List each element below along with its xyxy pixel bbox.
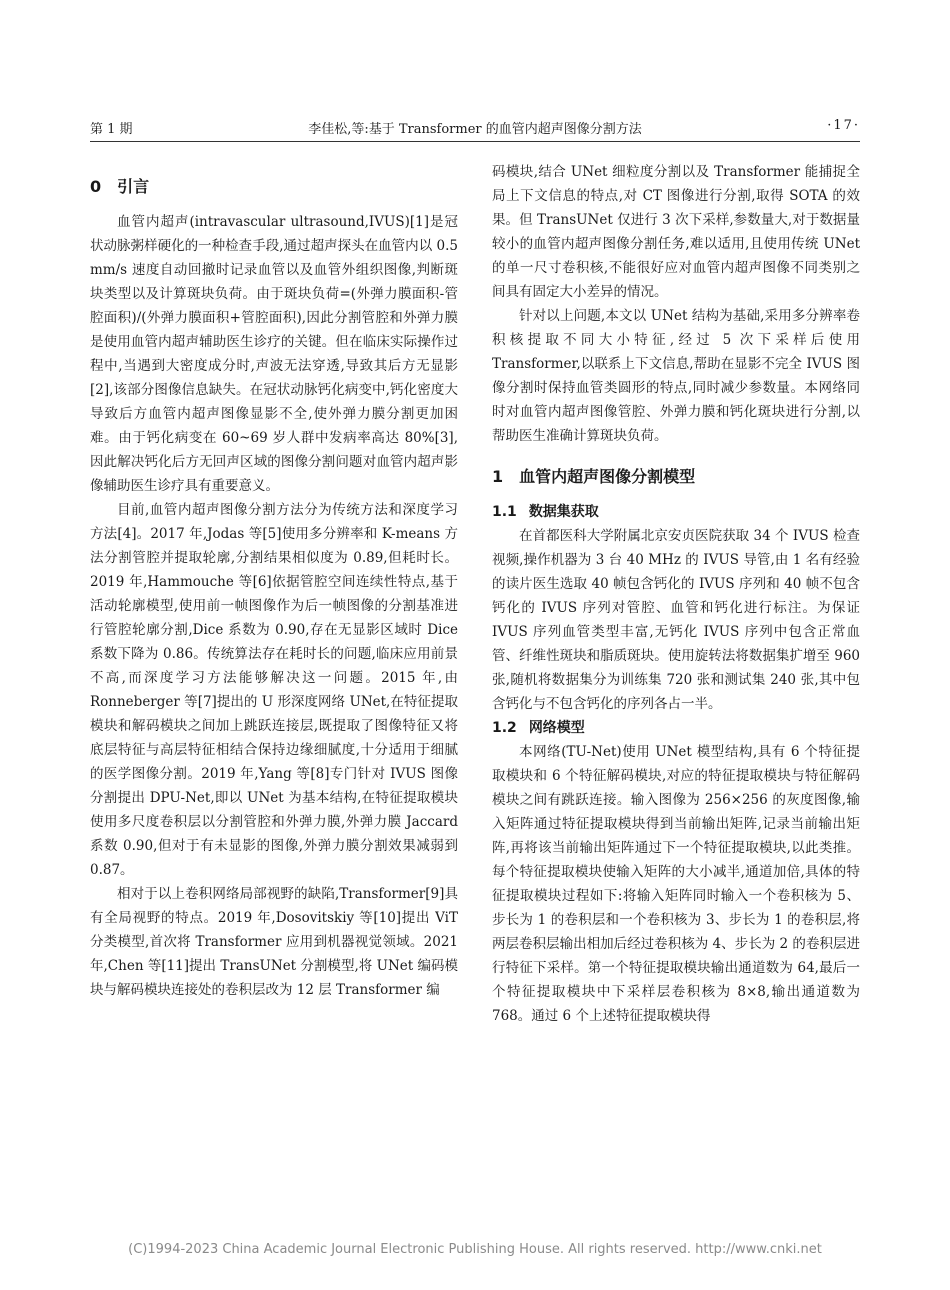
right-column [492, 160, 860, 1028]
section-number: 1 [492, 467, 504, 486]
paragraph: 码模块,结合 UNet 细粒度分割以及 Transformer 能捕捉全局上下文信息的特点,对 CT 图像进行分割,取得 SOTA 的效果。但 TransUNet 仅进行 3 次下采样,参数量大,对于数据量较小的血管内超声图像分割任务,难以适用,且使用传统 UNet 的单一尺寸卷积核,不能很好应对血管内超声图像不同类别之间具有固定大小差异的情况。 [492, 164, 860, 300]
subsection-number: 1.1 [492, 504, 517, 520]
section-number: 0 [90, 177, 102, 196]
paragraph: 血管内超声(intravascular ultrasound,IVUS)[1]是冠状动脉粥样硬化的一种检查手段,通过超声探头在血管内以 0.5 mm/s 速度自动回撤时记录血管以及血管外组织图像,判断斑块类型以及计算斑块负荷。由于斑块负荷=(外弹力膜面积-管腔面积)/(外弹力膜面积+管腔面积),因此分割管腔和外弹力膜是使用血管内超声辅助医生诊疗的关键。但在临床实际操作过程中,当遇到大密度成分时,声波无法穿透,导致其后方无显影[2],该部分图像信息缺失。在冠状动脉钙化病变中,钙化密度大导致后方血管内超声图像显影不全,使外弹力膜分割更加困难。由于钙化病变在 60~69 岁人群中发病率高达 80%[3],因此解决钙化后方无回声区域的图像分割问题对血管内超声影像辅助医生诊疗具有重要意义。 [90, 214, 458, 494]
copyright-footer: (C)1994-2023 China Academic Journal Electronic Publishing House. All rights reserved. http://www.cnki.net [128, 1242, 822, 1257]
section-heading-1 [492, 464, 860, 490]
subsection-title: 网络模型 [528, 720, 585, 736]
paragraph: 针对以上问题,本文以 UNet 结构为基础,采用多分辨率卷积核提取不同大小特征,经过 5 次下采样后使用 Transformer,以联系上下文信息,帮助在显影不完全 IVUS 图像分割时保持血管类圆形的特点,同时减少参数量。本网络同时对血管内超声图像管腔、外弹力膜和钙化斑块进行分割,以帮助医生准确计算斑块负荷。 [492, 308, 860, 444]
paragraph: 在首都医科大学附属北京安贞医院获取 34 个 IVUS 检查视频,操作机器为 3 台 40 MHz 的 IVUS 导管,由 1 名有经验的读片医生选取 40 帧包含钙化的 IVUS 序列和 40 帧不包含钙化的 IVUS 序列对管腔、血管和钙化进行标注。为保证 IVUS 序列血管类型丰富,无钙化 IVUS 序列中包含正常血管、纤维性斑块和脂质斑块。使用旋转法将数据集扩增至 960 张,随机将数据集分为训练集 720 张和测试集 240 张,其中包含钙化与不包含钙化的序列各占一半。 [492, 528, 860, 712]
subsection-title: 数据集获取 [528, 504, 599, 520]
header-rule [90, 141, 860, 142]
subsection-heading-1-2 [492, 716, 860, 740]
subsection-number: 1.2 [492, 720, 517, 736]
paragraph: 相对于以上卷积网络局部视野的缺陷,Transformer[9]具有全局视野的特点。2019 年,Dosovitskiy 等[10]提出 ViT 分类模型,首次将 Transformer 应用到机器视觉领域。2021 年,Chen 等[11]提出 TransUNet 分割模型,将 UNet 编码模块与解码模块连接处的卷积层改为 12 层 Transformer 编 [90, 886, 458, 998]
subsection-heading-1-1 [492, 500, 860, 524]
issue-number: 第 1 期 [90, 122, 133, 137]
left-column [90, 160, 458, 1002]
page-number: ·17· [827, 118, 860, 133]
running-title: 李佳松,等:基于 Transformer 的血管内超声图像分割方法 [308, 122, 642, 137]
paragraph: 本网络(TU-Net)使用 UNet 模型结构,具有 6 个特征提取模块和 6 个特征解码模块,对应的特征提取模块与特征解码模块之间有跳跃连接。输入图像为 256×256 的灰度图像,输入矩阵通过特征提取模块得到当前输出矩阵,记录当前输出矩阵,再将该当前输出矩阵通过下一个特征提取模块,以此类推。每个特征提取模块使输入矩阵的大小减半,通道加倍,具体的特征提取模块过程如下:将输入矩阵同时输入一个卷积核为 5、步长为 1 的卷积层和一个卷积核为 3、步长为 1 的卷积层,将两层卷积层输出相加后经过卷积核为 4、步长为 2 的卷积层进行特征下采样。第一个特征提取模块输出通道数为 64,最后一个特征提取模块中下采样层卷积核为 8×8,输出通道数为 768。通过 6 个上述特征提取模块得 [492, 744, 860, 1024]
section-heading-0 [90, 174, 458, 200]
section-title: 引言 [117, 177, 150, 196]
paragraph: 目前,血管内超声图像分割方法分为传统方法和深度学习方法[4]。2017 年,Jodas 等[5]使用多分辨率和 K-means 方法分割管腔并提取轮廓,分割结果相似度为 0.89,但耗时长。2019 年,Hammouche 等[6]依据管腔空间连续性特点,基于活动轮廓模型,使用前一帧图像作为后一帧图像的分割基准进行管腔轮廓分割,Dice 系数为 0.90,存在无显影区域时 Dice 系数下降为 0.86。传统算法存在耗时长的问题,临床应用前景不高,而深度学习方法能够解决这一问题。2015 年,由 Ronneberger 等[7]提出的 U 形深度网络 UNet,在特征提取模块和解码模块之间加上跳跃连接层,既提取了图像特征又将底层特征与高层特征相结合保持边缘细腻度,十分适用于细腻的医学图像分割。2019 年,Yang 等[8]专门针对 IVUS 图像分割提出 DPU-Net,即以 UNet 为基本结构,在特征提取模块使用多尺度卷积层以分割管腔和外弹力膜,外弹力膜 Jaccard 系数 0.90,但对于有未显影的图像,外弹力膜分割效果减弱到 0.87。 [90, 502, 458, 878]
section-title: 血管内超声图像分割模型 [519, 467, 696, 486]
running-header [90, 118, 860, 140]
